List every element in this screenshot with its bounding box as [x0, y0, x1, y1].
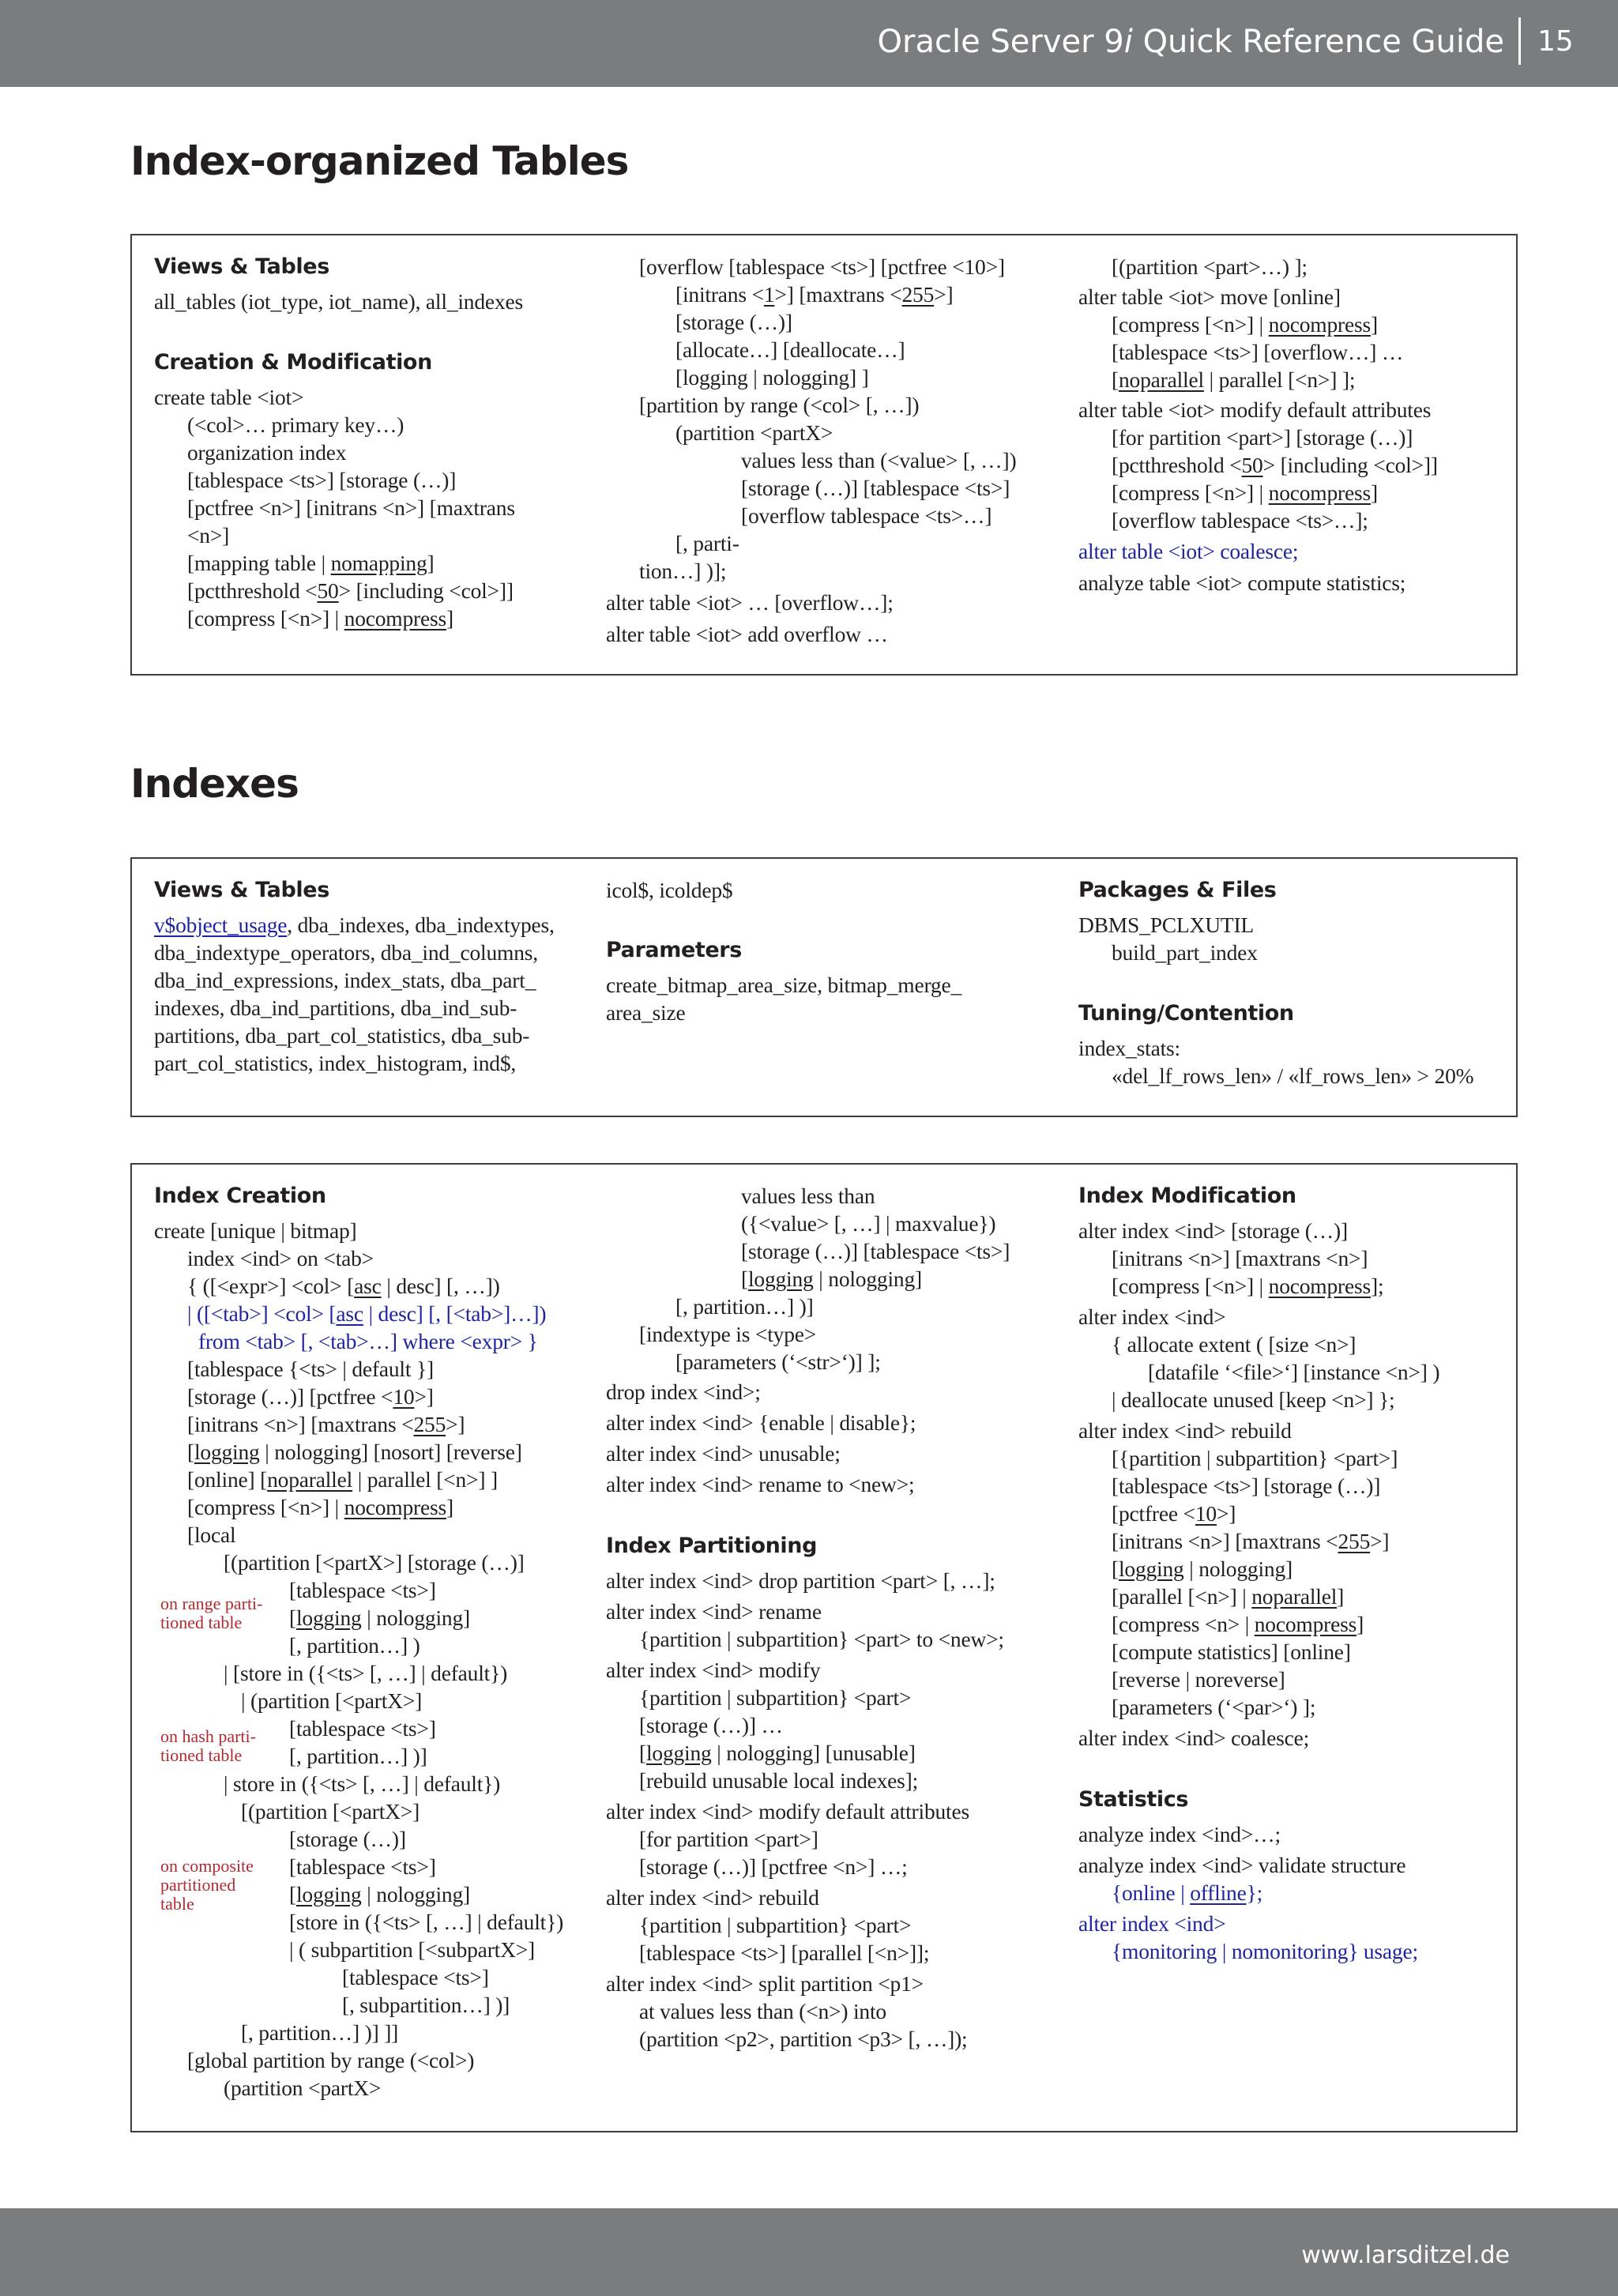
text-line: alter table <iot> add overflow …	[606, 622, 888, 646]
text-line: [tablespace <ts>]	[342, 1965, 489, 1989]
text-line: [pctthreshold <50> [including <col>]]	[1112, 453, 1438, 477]
text-line: (<col>… primary key…)	[187, 412, 404, 437]
text-line: analyze index <ind> validate structure	[1078, 1853, 1406, 1877]
text-line: | deallocate unused [keep <n>] };	[1112, 1387, 1395, 1412]
text-line: dba_ind_expressions, index_stats, dba_part_	[154, 968, 536, 992]
text-line: [storage (…)]	[289, 1827, 406, 1851]
text-line: [storage (…)] [tablespace <ts>]	[741, 476, 1010, 500]
text-line: values less than	[741, 1184, 875, 1208]
text-line: create table <iot>	[154, 385, 304, 409]
text-line: { allocate extent ( [size <n>]	[1112, 1332, 1356, 1357]
text-line: [overflow [tablespace <ts>] [pctfree <10>]	[639, 254, 1005, 279]
text-line: alter index <ind> modify default attributes	[606, 1799, 970, 1824]
text-line: partitions, dba_part_col_statistics, dba_sub-	[154, 1023, 530, 1048]
highlighted-command: {online | offline};	[1112, 1880, 1263, 1905]
text-line: {partition | subpartition} <part>	[639, 1685, 912, 1710]
text-line: [for partition <part>] [storage (…)]	[1112, 425, 1413, 450]
margin-note-composite: on composite partitioned table	[160, 1856, 254, 1914]
text-line: [initrans <n>] [maxtrans <255>]	[187, 1412, 465, 1436]
text-line: { ([<expr>] <col> [asc | desc] [, …])	[187, 1274, 500, 1298]
margin-note-hash: on hash parti- tioned table	[160, 1726, 256, 1765]
text-line: [compress [<n>] | nocompress]	[1112, 480, 1378, 505]
page-header	[0, 0, 1618, 87]
section-title-indexes: Indexes	[130, 761, 299, 807]
text-line: [tablespace <ts>] [storage (…)]	[1112, 1474, 1381, 1498]
indexes-views-box	[130, 857, 1518, 1117]
text-line: alter index <ind> [storage (…)]	[1078, 1218, 1348, 1243]
text-line: (partition <partX>	[224, 2076, 382, 2100]
heading-index-partitioning: Index Partitioning	[606, 1534, 818, 1558]
text-line: alter table <iot> … [overflow…];	[606, 590, 894, 615]
text-line: alter index <ind> {enable | disable};	[606, 1410, 916, 1435]
text-line: alter index <ind> rebuild	[606, 1885, 819, 1910]
heading-packages-files: Packages & Files	[1078, 878, 1277, 902]
text-line: [storage (…)] [tablespace <ts>]	[741, 1239, 1010, 1263]
text-line: [initrans <n>] [maxtrans <n>]	[1112, 1246, 1368, 1270]
text-line: [, partition…] )] ]]	[241, 2020, 399, 2045]
text-line: [overflow tablespace <ts>…];	[1112, 508, 1368, 533]
text-line: alter index <ind> rename to <new>;	[606, 1472, 915, 1496]
text-line: [overflow tablespace <ts>…]	[741, 503, 992, 528]
text-line: index_stats:	[1078, 1036, 1180, 1060]
text-line: [partition by range (<col> [, …])	[639, 393, 920, 417]
text-line: [logging | nologging] ]	[675, 365, 869, 390]
heading-index-creation: Index Creation	[154, 1184, 326, 1208]
text-line: organization index	[187, 440, 347, 465]
text-line: [tablespace <ts>] [storage (…)]	[187, 468, 457, 492]
heading-parameters: Parameters	[606, 938, 742, 962]
text-line: [initrans <n>] [maxtrans <255>]	[1112, 1529, 1390, 1553]
text-line: [tablespace <ts>]	[289, 1716, 436, 1741]
heading-tuning-contention: Tuning/Contention	[1078, 1001, 1294, 1026]
text-line: alter index <ind> rebuild	[1078, 1418, 1292, 1443]
text-line: [initrans <1>] [maxtrans <255>]	[675, 282, 954, 307]
text-line: [logging | nologging] [unusable]	[639, 1741, 916, 1765]
text-line: [(partition [<partX>] [storage (…)]	[224, 1550, 525, 1575]
text-line: [compress [<n>] | nocompress];	[1112, 1274, 1384, 1298]
text-line: [(partition [<partX>]	[241, 1799, 420, 1824]
text-line: all_tables (iot_type, iot_name), all_indexes	[154, 289, 523, 314]
highlighted-command: from <tab> [, <tab>…] where <expr> }	[198, 1329, 538, 1353]
text-line: (partition <partX>	[675, 420, 833, 445]
footer-url: www.larsditzel.de	[1301, 2241, 1510, 2269]
text-line: [logging | nologging]	[1112, 1556, 1293, 1581]
text-line: alter index <ind> rename	[606, 1599, 822, 1624]
text-line: drop index <ind>;	[606, 1379, 761, 1404]
highlighted-command: {monitoring | nomonitoring} usage;	[1112, 1939, 1418, 1963]
text-line: [noparallel | parallel [<n>] ];	[1112, 367, 1356, 392]
text-line: [compress [<n>] | nocompress]	[187, 1495, 453, 1519]
text-line: analyze index <ind>…;	[1078, 1822, 1281, 1846]
text-line: [indextype is <type>	[639, 1322, 817, 1346]
text-line: [compress [<n>] | nocompress]	[187, 606, 453, 630]
text-line: alter index <ind> coalesce;	[1078, 1726, 1310, 1750]
text-line: create_bitmap_area_size, bitmap_merge_	[606, 973, 962, 997]
text-line: area_size	[606, 1000, 686, 1025]
text-line: [, partition…] )]	[675, 1294, 814, 1319]
text-line: [storage (…)] [pctfree <n>] …;	[639, 1854, 908, 1879]
text-line: <n>]	[187, 523, 230, 548]
text-line: {partition | subpartition} <part> to <new>;	[639, 1627, 1004, 1651]
text-line: [logging | nologging] [nosort] [reverse]	[187, 1440, 522, 1464]
highlighted-command: | ([<tab>] <col> [asc | desc] [, [<tab>]…])	[187, 1301, 547, 1326]
text-line: «del_lf_rows_len» / «lf_rows_len» > 20%	[1112, 1063, 1474, 1088]
text-line: alter table <iot> modify default attributes	[1078, 397, 1432, 422]
text-line: [logging | nologging]	[289, 1882, 470, 1906]
text-line: [allocate…] [deallocate…]	[675, 337, 905, 362]
highlighted-command: alter table <iot> coalesce;	[1078, 539, 1299, 563]
text-line: values less than (<value> [, …])	[741, 448, 1017, 472]
text-line: [mapping table | nomapping]	[187, 551, 435, 575]
page-number: 15	[1537, 25, 1574, 58]
text-line: [, parti-	[675, 531, 739, 555]
text-line: part_col_statistics, index_histogram, ind$,	[154, 1051, 517, 1075]
text-line: create [unique | bitmap]	[154, 1218, 357, 1243]
iot-box	[130, 234, 1518, 676]
text-line: [(partition <part>…) ];	[1112, 254, 1308, 279]
text-line: at values less than (<n>) into	[639, 1999, 886, 2023]
text-line: indexes, dba_ind_partitions, dba_ind_sub-	[154, 996, 517, 1020]
text-line: [datafile ‘<file>‘] [instance <n>] )	[1148, 1360, 1440, 1384]
text-line: | ( subpartition [<subpartX>]	[289, 1937, 536, 1962]
text-line: ({<value> [, …] | maxvalue})	[741, 1211, 996, 1236]
text-line: alter index <ind> modify	[606, 1658, 821, 1682]
header-divider	[1518, 17, 1521, 65]
text-line: icol$, icoldep$	[606, 878, 733, 902]
text-line: [{partition | subpartition} <part>]	[1112, 1446, 1398, 1470]
text-line: [tablespace <ts>] [overflow…] …	[1112, 340, 1404, 364]
text-line: [pctfree <n>] [initrans <n>] [maxtrans	[187, 495, 515, 520]
heading-statistics: Statistics	[1078, 1787, 1189, 1812]
text-line: [parameters (‘<par>‘) ];	[1112, 1695, 1316, 1719]
text-line: [, partition…] )	[289, 1633, 420, 1658]
text-line: | store in ({<ts> [, …] | default})	[224, 1771, 501, 1796]
text-line: [parameters (‘<str>‘)] ];	[675, 1349, 881, 1374]
text-line: [, subpartition…] )]	[342, 1993, 510, 2017]
text-line: alter index <ind>	[1078, 1304, 1226, 1329]
text-line: [compress [<n>] | nocompress]	[1112, 312, 1378, 337]
text-line: [logging | nologging]	[741, 1267, 922, 1291]
text-line: [rebuild unusable local indexes];	[639, 1768, 919, 1793]
text-line: {partition | subpartition} <part>	[639, 1913, 912, 1937]
heading-views-tables: Views & Tables	[154, 254, 329, 279]
text-line: index <ind> on <tab>	[187, 1246, 374, 1270]
text-line: [local	[187, 1523, 236, 1547]
highlighted-command: alter index <ind>	[1078, 1911, 1226, 1936]
text-line: | [store in ({<ts> [, …] | default})	[224, 1661, 508, 1685]
text-line: [storage (…)] [pctfree <10>]	[187, 1384, 434, 1409]
text-line: [pctthreshold <50> [including <col>]]	[187, 578, 514, 603]
text-line: v$object_usage, dba_indexes, dba_indextypes,	[154, 913, 555, 937]
text-line: | (partition [<partX>]	[241, 1688, 423, 1713]
text-line: DBMS_PCLXUTIL	[1078, 913, 1255, 937]
text-line: [online] [noparallel | parallel [<n>] ]	[187, 1467, 498, 1492]
margin-note-range: on range parti- tioned table	[160, 1594, 263, 1632]
text-line: (partition <p2>, partition <p3> [, …]);	[639, 2027, 968, 2051]
text-line: [tablespace {<ts> | default }]	[187, 1357, 434, 1381]
text-line: [reverse | noreverse]	[1112, 1667, 1285, 1692]
document-title: Oracle Server 9i Quick Reference Guide	[877, 24, 1504, 60]
text-line: [pctfree <10>]	[1112, 1501, 1236, 1526]
text-line: alter index <ind> split partition <p1>	[606, 1971, 924, 1996]
text-line: build_part_index	[1112, 940, 1258, 965]
section-title-iot: Index-organized Tables	[130, 138, 629, 184]
text-line: dba_indextype_operators, dba_ind_columns,	[154, 940, 538, 965]
text-line: [global partition by range (<col>)	[187, 2048, 475, 2072]
indexes-main-box	[130, 1163, 1518, 2132]
text-line: [tablespace <ts>]	[289, 1578, 436, 1602]
text-line: alter index <ind> drop partition <part> [, …];	[606, 1568, 995, 1593]
text-line: alter table <iot> move [online]	[1078, 284, 1341, 309]
heading-index-modification: Index Modification	[1078, 1184, 1296, 1208]
text-line: [store in ({<ts> [, …] | default})	[289, 1910, 564, 1934]
text-line: alter index <ind> unusable;	[606, 1441, 841, 1466]
text-line: [, partition…] )]	[289, 1744, 427, 1768]
text-line: [compute statistics] [online]	[1112, 1639, 1351, 1664]
text-line: [tablespace <ts>]	[289, 1854, 436, 1879]
heading-views-tables: Views & Tables	[154, 878, 329, 902]
text-line: [logging | nologging]	[289, 1605, 470, 1630]
text-line: [tablespace <ts>] [parallel [<n>]];	[639, 1940, 930, 1965]
text-line: [compress <n> | nocompress]	[1112, 1612, 1364, 1636]
text-line: [parallel [<n>] | noparallel]	[1112, 1584, 1345, 1609]
text-line: [storage (…)]	[675, 310, 792, 334]
text-line: [storage (…)] …	[639, 1713, 783, 1737]
text-line: tion…] )];	[639, 559, 727, 583]
text-line: analyze table <iot> compute statistics;	[1078, 570, 1406, 595]
text-line: [for partition <part>]	[639, 1827, 818, 1851]
page-footer	[0, 2208, 1618, 2296]
heading-creation-modification: Creation & Modification	[154, 350, 432, 375]
